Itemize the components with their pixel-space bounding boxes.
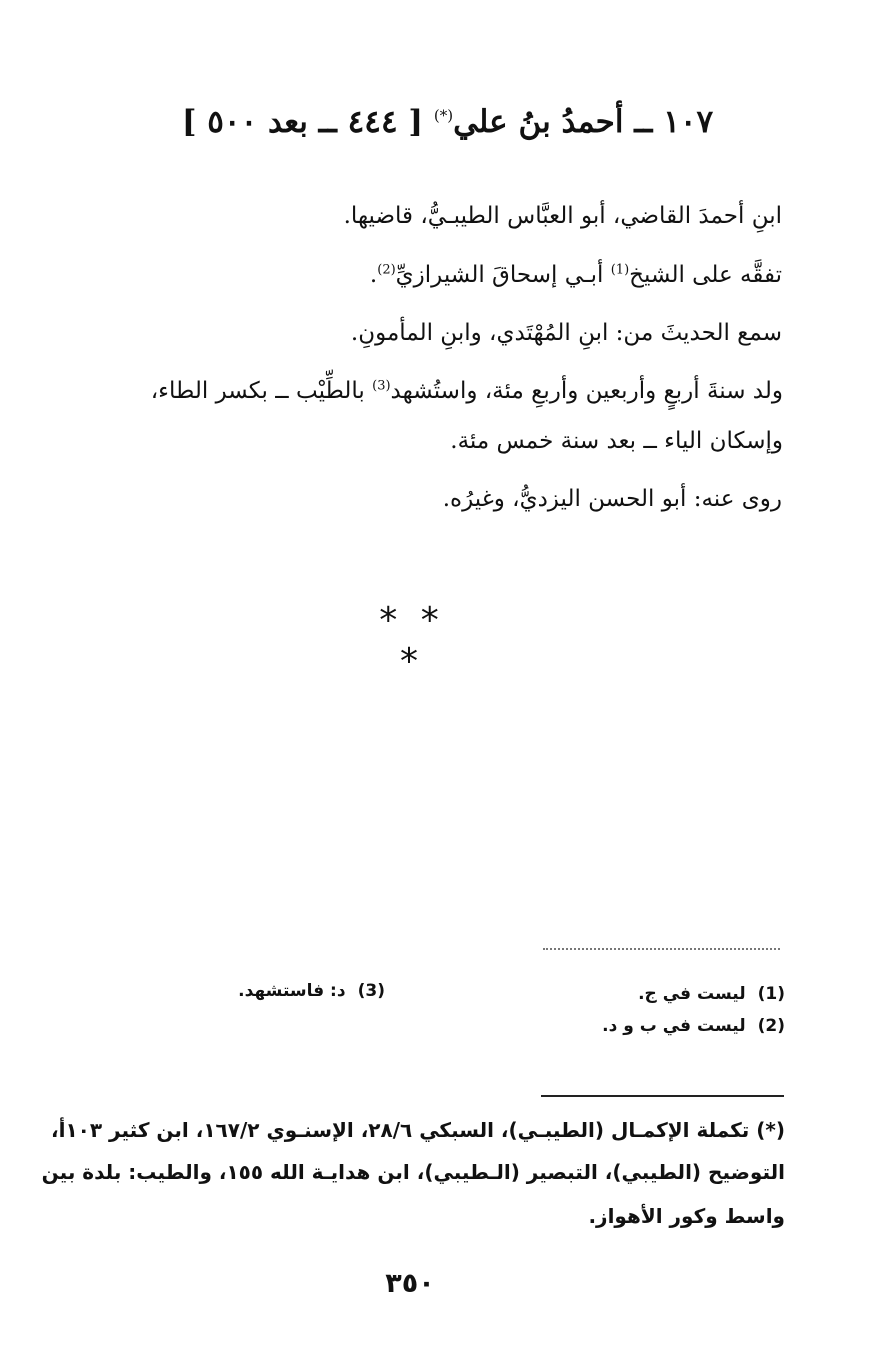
page-number: ٣٥٠ [385, 1268, 435, 1299]
studied-text-b: أبـي إسحاقَ الشيرازيِّ [395, 262, 611, 288]
footnote-ref-1: (1) [610, 262, 630, 278]
footnote-1 [638, 984, 785, 1004]
entry-line-born [38, 378, 783, 404]
entry-line-lineage: ابنِ أحمدَ القاضي، أبو العبَّاس الطيبـيُّ، قاضيها. [343, 203, 782, 229]
footnote-2-number: (2) [757, 1016, 785, 1036]
born-text-b: بالطِّيْب ــ بكسر الطاء، [150, 378, 373, 404]
entry-heading [120, 104, 775, 140]
entry-line-studied [102, 262, 782, 288]
footnote-2 [602, 1016, 785, 1036]
footnote-3-text: د: فاستشهد. [238, 981, 346, 1001]
footnote-1-text: ليست في ج. [638, 984, 746, 1004]
born-text-a: ولد سنةَ أربعٍ وأربعين وأربعِ مئة، واستُشهد [390, 378, 783, 404]
entry-line-narrators: روى عنه: أبو الحسن اليزديُّ، وغيرُه. [442, 486, 782, 512]
studied-text-a: تفقَّه على الشيخ [629, 262, 782, 288]
sources-line-1: (*) تكملة الإكمـال (الطيبـي)، السبكي ٢٨/٦، الإسنـوي ١٦٧/٢، ابن كثير ١٠٣أ، [51, 1118, 785, 1142]
entry-line-heard: سمع الحديثَ من: ابنِ المُهْتَدي، وابنِ المأمونِ. [350, 320, 782, 346]
entry-heading-dates: [ ٤٤٤ ــ بعد ٥٠٠ ] [181, 104, 424, 140]
footnote-ref-2: (2) [377, 262, 396, 278]
section-separator: * * * [379, 600, 445, 682]
sources-separator [541, 1095, 784, 1097]
sources-line-3: واسط وكور الأهواز. [588, 1204, 785, 1228]
footnote-separator [543, 948, 780, 950]
entry-line-born-continued: وإسكان الياء ــ بعد سنة خمس مئة. [450, 428, 783, 454]
entry-heading-title: ١٠٧ ــ أحمدُ بنُ علي [453, 104, 714, 140]
footnote-2-text: ليست في ب و د. [602, 1016, 746, 1036]
footnote-3-number: (3) [357, 981, 385, 1001]
studied-text-c: . [369, 262, 378, 288]
footnote-1-number: (1) [757, 984, 785, 1004]
footnote-3 [238, 981, 385, 1001]
footnote-ref-3: (3) [372, 378, 391, 394]
sources-line-2: التوضيح (الطيبي)، التبصير (الـطيبي)، ابن هدايـة الله ١٥٥، والطيب: بلدة بين [41, 1160, 785, 1184]
heading-source-marker: (*) [433, 106, 454, 125]
